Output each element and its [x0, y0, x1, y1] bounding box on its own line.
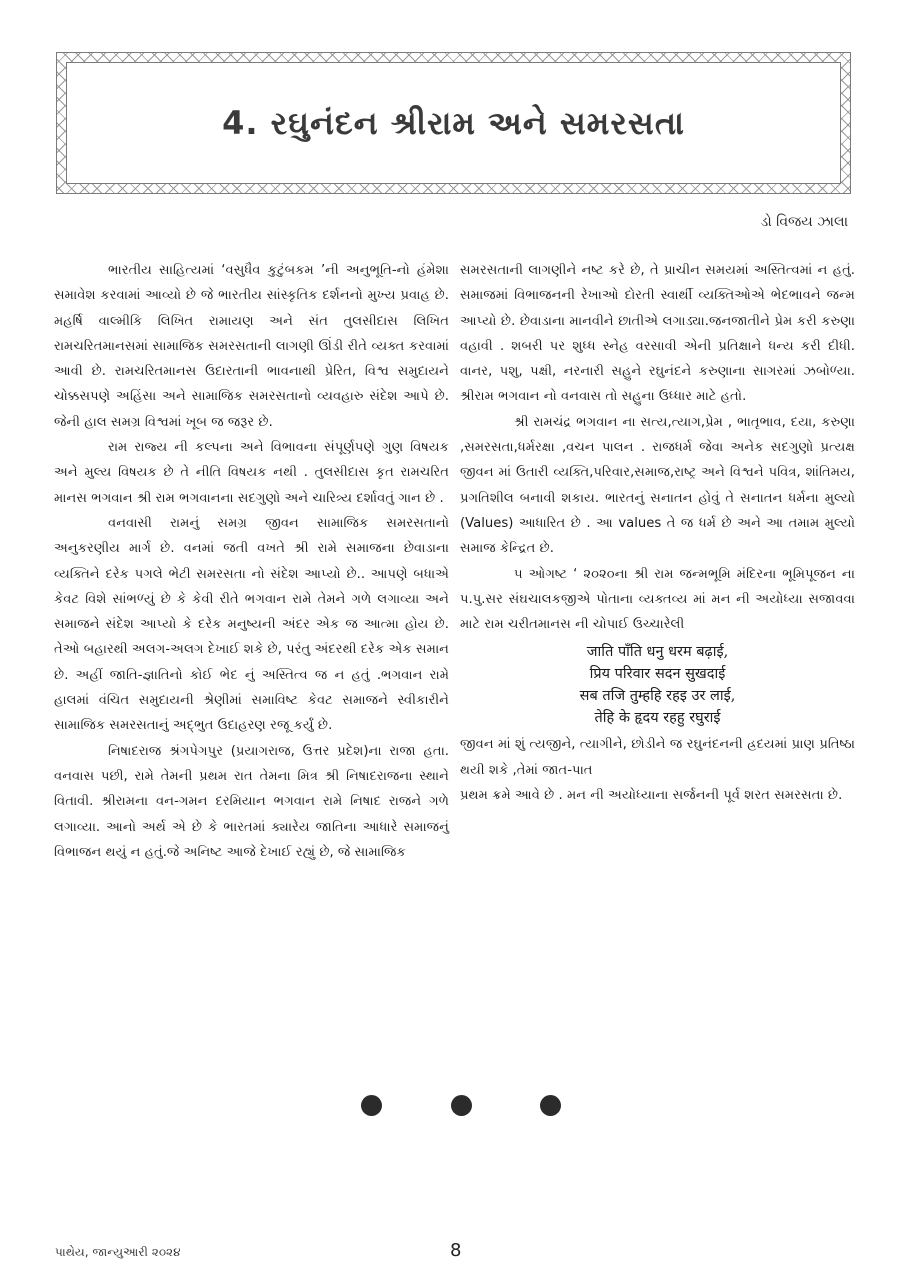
verse-line: तेहि के हृदय रहहु रघुराई [594, 710, 721, 727]
paragraph: વનવાસી રામનું સમગ્ર જીવન સામાજિક સમરસતાનો અનુકરણીય માર્ગ છે. વનમાં જતી વખતે શ્રી રામે સમાજના છેવાડાના વ્યક્તિને દરેક પગલે ભેટી સમરસતા નો સંદેશ આપ્યો છે.. આપણે બધાએ કેવટ વિશે સાંભળ્યું છે કે કેવી રીતે ભગવાન રામે તેમને ગળે લગાવ્યા અને સમાજને સંદેશ આપ્યો કે દરેક મનુષ્યની અંદર એક જ આત્મા હોય છે. તેઓ બહારથી અલગ-અલગ દેખાઈ શકે છે, પરંતુ અંદરથી દરેક એક સમાન છે. અહીં જાતિ-જ્ઞાતિનો કોઈ ભેદ નું અસ્તિત્વ જ ન હતું .ભગવાન રામે હાલમાં વંચિત સમુદાયની શ્રેણીમાં સમાવિષ્ટ કેવટ સમાજને સ્વીકારીને સામાજિક સમરસતાનું અદ્ભુત ઉદાહરણ રજૂ કર્યું છે. [54, 515, 449, 734]
paragraph: ૫ ઓગષ્ટ ‘ ૨૦૨૦ના શ્રી રામ જન્મભૂમિ મંદિરના ભૂમિપૂજન ના પ.પુ.સર સંઘચાલકજીએ પોતાના વ્યક્તવ્ય માં મન ની અયોધ્યા સજાવવા માટે રામ ચરીતમાનસ ની ચોપાઈ ઉચ્ચારેલી [460, 566, 855, 633]
left-column [54, 258, 449, 865]
title-frame [56, 52, 851, 194]
publication-footer: પાથેય, જાન્યુઆરી ૨૦૨૪ [55, 1245, 181, 1259]
paragraph: નિષાદરાજ શ્રંગપેગપુર (પ્રયાગરાજ, ઉત્તર પ્રદેશ)ના રાજા હતા. વનવાસ પછી, રામે તેમની પ્રથમ રાત તેમના મિત્ર શ્રી નિષાદરાજના સ્થાને વિતાવી. શ્રીરામના વન-ગમન દરમિયાન ભગવાન રામે નિષાદ રાજને ગળે લગાવ્યા. આનો અર્થ એ છે કે ભારતમાં ક્યારેય જાતિના આધારે સમાજનું વિભાજન થયું ન હતું.જે અનિષ્ટ આજે દેખાઈ રહ્યું છે, જે સામાજિક [54, 743, 449, 860]
section-end-ornament [361, 1095, 561, 1119]
title-box [66, 62, 841, 184]
paragraph: રામ રાજ્ય ની કલ્પના અને વિભાવના સંપૂર્ણપણે ગુણ વિષયક અને મુલ્ય વિષયક છે તે નીતિ વિષયક નથી . તુલસીદાસ કૃત રામચરિત માનસ ભગવાન શ્રી રામ ભગવાનના સદગુણો અને ચારિત્ર્ય દર્શાવતું ગાન છે . [54, 440, 449, 506]
page-number: 8 [450, 1240, 462, 1261]
ornament-dot-icon [361, 1095, 382, 1116]
paragraph: જીવન માં શું ત્યજીને, ત્યાગીને, છોડીને જ રઘુનંદનની હ્રદયમાં પ્રાણ પ્રતિષ્ઠા થયી શકે ,તેમાં જાત-પાત [460, 737, 855, 778]
author-name: ડો વિજય ઝાલા [760, 214, 848, 230]
chaupai-verse [460, 637, 855, 732]
ornament-dot-icon [540, 1095, 561, 1116]
paragraph: શ્રી રામચંદ્ર ભગવાન ના સત્ય,ત્યાગ,પ્રેમ , ભાતૃભાવ, દયા, કરુણા ,સમરસતા,ધર્મરક્ષા ,વચન પાલન . રાજધર્મ જેવા અનેક સદગુણો પ્રત્યક્ષ જીવન માં ઉતારી વ્યક્તિ,પરિવાર,સમાજ,રાષ્ટ્ર અને વિશ્વને પવિત્ર, શાંતિમય, પ્રગતિશીલ બનાવી શકાય. ભારતનું સનાતન હોવું તે સનાતન ધર્મના મુલ્યો (Values) આધારિત છે . આ values તે જ ધર્મ છે અને આ તમામ મુલ્યો સમાજ કેન્દ્રિત છે. [460, 414, 855, 557]
paragraph: ભારતીય સાહિત્યમાં ‘વસુધૈવ કુટુંબકમ ’ની અનુભૂતિ-નો હંમેશા સમાવેશ કરવામાં આવ્યો છે જે ભારતીય સાંસ્કૃતિક દર્શનનો મુખ્ય પ્રવાહ છે. મહર્ષિ વાલ્મીકિ લિખિત રામાયણ અને સંત તુલસીદાસ લિખિત રામચરિતમાનસમાં સામાજિક સમરસતાની લાગણી ઊંડી રીતે વ્યક્ત કરવામાં આવી છે. રામચરિતમાનસ ઉદારતાની ભાવનાથી પ્રેરિત, વિશ્વ સમુદાયને ચોક્કસપણે અહિંસા અને સામાજિક સમરસતાનો વ્યવહારુ સંદેશ આપે છે. જેની હાલ સમગ્ર વિશ્વમાં ખૂબ જ જરૂર છે. [54, 263, 449, 430]
ornament-dot-icon [451, 1095, 472, 1116]
paragraph: પ્રથમ ક્રમે આવે છે . મન ની અયોધ્યાના સર્જનની પૂર્વ શરત સમરસતા છે. [460, 788, 843, 804]
verse-line: सब तजि तुम्हहि रहइ उर लाई, [579, 688, 736, 705]
article-title: 4. રઘુનંદન શ્રીરામ અને સમરસતા [222, 103, 685, 142]
right-column [460, 258, 855, 808]
verse-line: प्रिय परिवार सदन सुखदाई [589, 666, 726, 683]
verse-line: जाति पाँति धनु धरम बढ़ाई, [586, 644, 729, 661]
paragraph: સમરસતાની લાગણીને નષ્ટ કરે છે, તે પ્રાચીન સમયમાં અસ્તિત્વમાં ન હતું. સમાજમાં વિભાજનની રેખાઓ દોરતી સ્વાર્થી વ્યક્તિઓએ ભેદભાવને જન્મ આપ્યો છે. છેવાડાના માનવીને છાતીએ લગાડ્યા.જનજાતીને પ્રેમ કરી કરુણા વહાવી . શબરી પર શુધ્ધ સ્નેહ વરસાવી એની પ્રતિક્ષાને ધન્ય કરી દીધી. વાનર, પશુ, પક્ષી, નરનારી સહુને રઘુનંદને કરુણાના સાગરમાં ઝબોળ્યા. શ્રીરામ ભગવાન નો વનવાસ તો સહુના ઉધ્ધાર માટે હતો. [460, 263, 855, 405]
